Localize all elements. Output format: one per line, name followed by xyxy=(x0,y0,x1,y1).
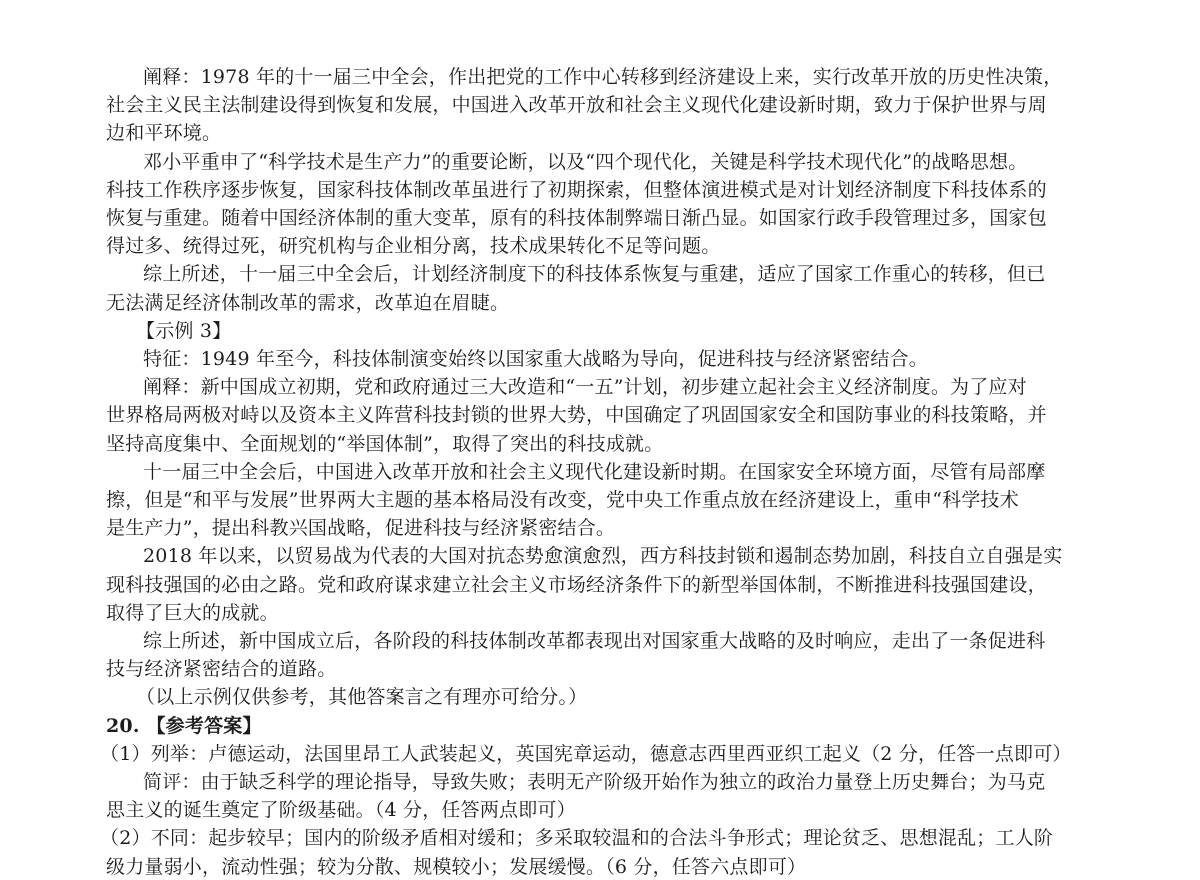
answer-line: （1）列举：卢德运动，法国里昂工人武装起义，英国宪章运动，德意志西里西亚织工起义（2 分，任答一点即可） xyxy=(100,742,1072,765)
text-line: 特征：1949 年至今，科技体制演变始终以国家重大战略为导向，促进科技与经济紧密结合。 xyxy=(143,348,928,370)
text-line: 边和平环境。 xyxy=(106,122,222,145)
text-line: 取得了巨大的成就。 xyxy=(106,601,279,624)
answer-line: 级力量弱小，流动性强；较为分散、规模较小；发展缓慢。（6 分，任答六点即可） xyxy=(106,855,807,878)
text-line: 坚持高度集中、全面规划的“举国体制”，取得了突出的科技成就。 xyxy=(106,432,664,455)
text-line: 科技工作秩序逐步恢复，国家科技体制改革虽进行了初期探索，但整体演进模式是对计划经济制度下科技体系的 xyxy=(106,178,1047,201)
text-line: 世界格局两极对峙以及资本主义阵营科技封锁的世界大势，中国确定了巩固国家安全和国防事业的科技策略，并 xyxy=(106,404,1047,427)
text-line: 阐释：1978 年的十一届三中全会，作出把党的工作中心转移到经济建设上来，实行改革开放的历史性决策， xyxy=(143,66,1063,88)
text-line: 得过多、统得过死，研究机构与企业相分离，技术成果转化不足等问题。 xyxy=(106,235,721,258)
question-heading: 20. 【参考答案】 xyxy=(106,714,262,737)
text-line: 阐释：新中国成立初期，党和政府通过三大改造和“一五”计划，初步建立起社会主义经济制度。为了应对 xyxy=(143,376,1027,399)
answer-line: （2）不同：起步较早；国内的阶级矛盾相对缓和；多采取较温和的合法斗争形式；理论贫乏、思想混乱；工人阶 xyxy=(100,827,1054,850)
text-line: 社会主义民主法制建设得到恢复和发展，中国进入改革开放和社会主义现代化建设新时期，致力于保护世界与周 xyxy=(106,94,1047,117)
answer-line: 思主义的诞生奠定了阶级基础。（4 分，任答两点即可） xyxy=(106,799,576,822)
text-line: 综上所述，新中国成立后，各阶段的科技体制改革都表现出对国家重大战略的及时响应，走出了一条促进科 xyxy=(143,630,1046,652)
text-line: 是生产力”，提出科教兴国战略，促进科技与经济紧密结合。 xyxy=(106,517,616,540)
text-line: 邓小平重申了“科学技术是生产力”的重要论断，以及“四个现代化，关键是科学技术现代化”的战略思想。 xyxy=(143,150,1028,173)
text-line: 2018 年以来，以贸易战为代表的大国对抗态势愈演愈烈，西方科技封锁和遏制态势加剧，科技自立自强是实 xyxy=(143,545,1063,568)
text-line: 现科技强国的必由之路。党和政府谋求建立社会主义市场经济条件下的新型举国体制，不断推进科技强国建设， xyxy=(106,573,1047,596)
text-line: 无法满足经济体制改革的需求，改革迫在眉睫。 xyxy=(106,291,510,314)
example-heading: 【示例 3】 xyxy=(136,319,232,342)
answer-line: 简评：由于缺乏科学的理论指导，导致失败；表明无产阶级开始作为独立的政治力量登上历史舞台；为马克 xyxy=(143,771,1046,793)
text-line: 恢复与重建。随着中国经济体制的重大变革，原有的科技体制弊端日渐凸显。如国家行政手段管理过多，国家包 xyxy=(106,207,1047,229)
text-line: 擦，但是“和平与发展”世界两大主题的基本格局没有改变，党中央工作重点放在经济建设上，重申“科学技术 xyxy=(106,489,1019,511)
text-line: 综上所述，十一届三中全会后，计划经济制度下的科技体系恢复与重建，适应了国家工作重心的转移，但已 xyxy=(143,263,1046,286)
note-line: （以上示例仅供参考，其他答案言之有理亦可给分。） xyxy=(136,686,588,709)
text-line: 技与经济紧密结合的道路。 xyxy=(106,658,337,681)
text-line: 十一届三中全会后，中国进入改革开放和社会主义现代化建设新时期。在国家安全环境方面，尽管有局部摩 xyxy=(143,460,1046,483)
